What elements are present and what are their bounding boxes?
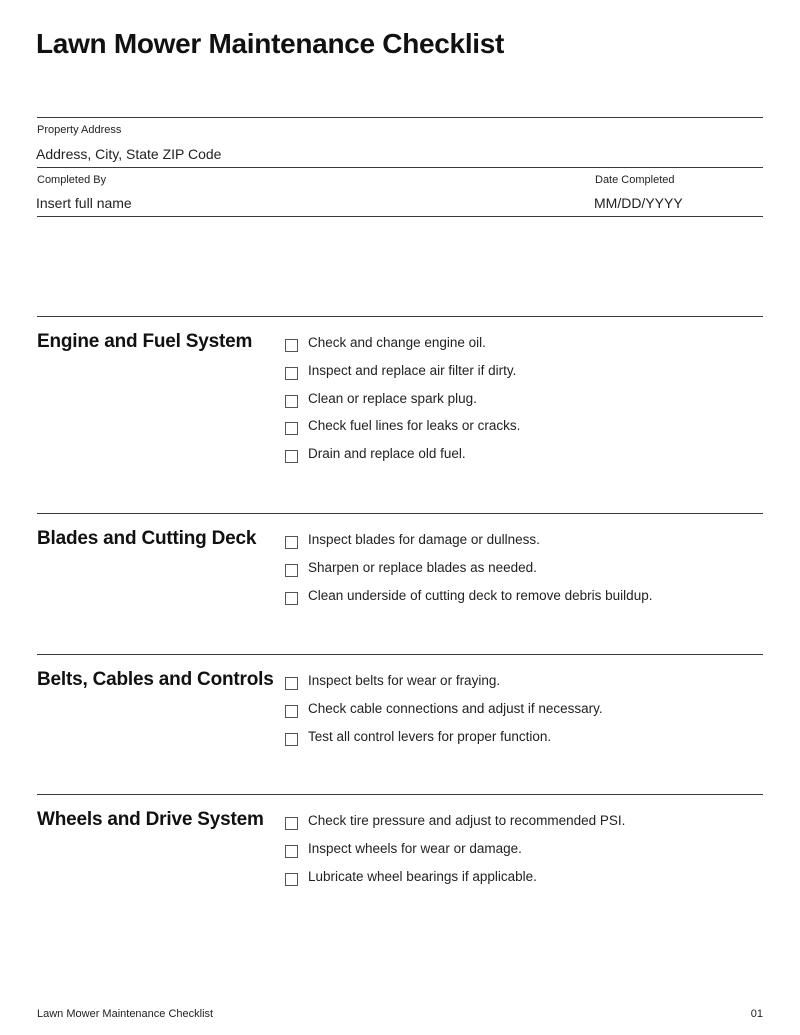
section-blades-deck (37, 513, 763, 603)
completed-by-row (37, 167, 763, 217)
checklist-item[interactable] (285, 332, 520, 360)
property-address-field[interactable] (37, 117, 763, 168)
checkbox[interactable] (285, 422, 298, 435)
checklist-item[interactable] (285, 529, 652, 557)
completed-by-label: Completed By (37, 174, 107, 186)
checklist-item-label: Lubricate wheel bearings if applicable. (308, 868, 537, 884)
checkbox[interactable] (285, 705, 298, 718)
checklist-item[interactable] (285, 838, 625, 866)
checkbox[interactable] (285, 367, 298, 380)
checklist-item-label: Clean underside of cutting deck to remove debris buildup. (308, 587, 653, 603)
checklist-item[interactable] (285, 865, 625, 893)
checklist-item-label: Check and change engine oil. (308, 335, 486, 351)
checklist-item-label: Sharpen or replace blades as needed. (308, 560, 537, 576)
checklist-item-label: Clean or replace spark plug. (308, 390, 477, 406)
checkbox[interactable] (285, 592, 298, 605)
checklist-item-label: Test all control levers for proper function. (308, 728, 552, 744)
checklist-item[interactable] (285, 443, 520, 471)
checklist-item[interactable] (285, 584, 652, 612)
checklist-item[interactable] (285, 698, 603, 726)
checkbox[interactable] (285, 564, 298, 577)
checklist-item[interactable] (285, 670, 603, 698)
checklist-item[interactable] (285, 810, 625, 838)
checkbox[interactable] (285, 339, 298, 352)
section-engine-fuel (37, 316, 763, 462)
checkbox[interactable] (285, 677, 298, 690)
checklist (285, 332, 520, 470)
completed-by-input[interactable]: Insert full name (36, 195, 132, 211)
checkbox[interactable] (285, 733, 298, 746)
checklist-item-label: Check fuel lines for leaks or cracks. (308, 418, 521, 434)
footer-document-name: Lawn Mower Maintenance Checklist (37, 1008, 214, 1020)
checklist (285, 810, 625, 893)
checkbox[interactable] (285, 817, 298, 830)
footer-page-number: 01 (750, 1008, 763, 1020)
checklist-item-label: Inspect and replace air filter if dirty. (308, 363, 517, 379)
section-heading: Engine and Fuel System (37, 331, 253, 352)
date-completed-input[interactable]: MM/DD/YYYY (594, 195, 683, 211)
checklist-item[interactable] (285, 557, 652, 585)
checklist-item-label: Inspect blades for damage or dullness. (308, 532, 540, 548)
checkbox[interactable] (285, 450, 298, 463)
section-belts-cables (37, 654, 763, 744)
checkbox[interactable] (285, 536, 298, 549)
checklist (285, 529, 652, 612)
page-title: Lawn Mower Maintenance Checklist (36, 28, 505, 59)
checklist-item-label: Inspect belts for wear or fraying. (308, 673, 501, 689)
checklist-item[interactable] (285, 387, 520, 415)
date-completed-label: Date Completed (595, 174, 675, 186)
checklist-item-label: Drain and replace old fuel. (308, 446, 466, 462)
checkbox[interactable] (285, 395, 298, 408)
checklist-item[interactable] (285, 725, 603, 753)
property-address-label: Property Address (37, 124, 122, 136)
checklist-item-label: Check tire pressure and adjust to recommended PSI. (308, 813, 626, 829)
property-address-input[interactable]: Address, City, State ZIP Code (36, 146, 222, 162)
form-bottom-divider (37, 216, 763, 217)
checklist (285, 670, 603, 753)
section-heading: Blades and Cutting Deck (37, 528, 257, 549)
checklist-item[interactable] (285, 360, 520, 388)
section-wheels-drive (37, 794, 763, 884)
checkbox[interactable] (285, 845, 298, 858)
checklist-item-label: Inspect wheels for wear or damage. (308, 841, 522, 857)
checklist-item-label: Check cable connections and adjust if necessary. (308, 701, 603, 717)
checkbox[interactable] (285, 873, 298, 886)
checklist-item[interactable] (285, 415, 520, 443)
section-heading: Wheels and Drive System (37, 809, 264, 830)
section-heading: Belts, Cables and Controls (37, 669, 274, 690)
